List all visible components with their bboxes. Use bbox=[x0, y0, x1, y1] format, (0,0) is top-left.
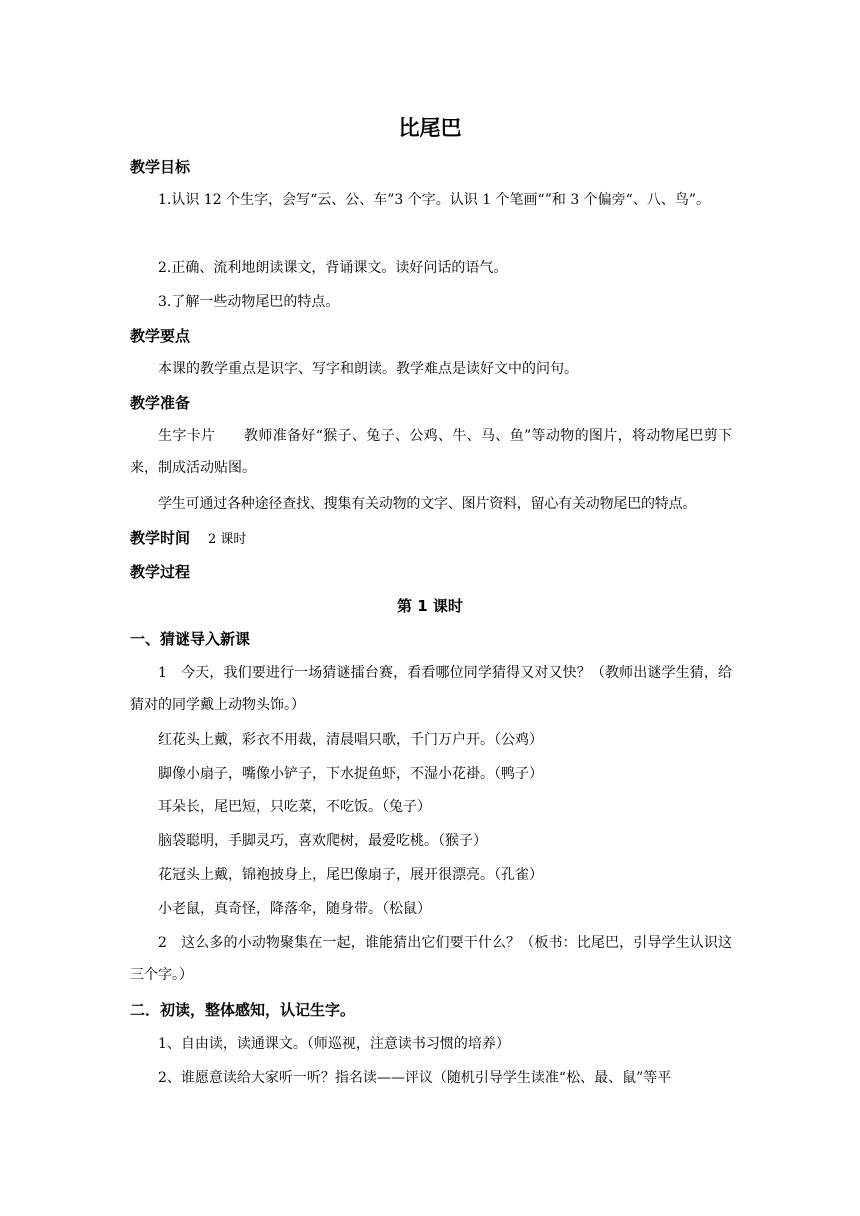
riddle-1: 红花头上戴，彩衣不用裁，清晨唱只歌，千门万户开。（公鸡） bbox=[158, 732, 543, 748]
section-2-item-2: 2、谁愿意读给大家听一听？指名读——评议（随机引导学生读准“松、最、鼠”等平 bbox=[158, 1070, 672, 1086]
prep-heading: 教学准备 bbox=[130, 394, 191, 412]
riddle-4: 脑袋聪明，手脚灵巧，喜欢爬树，最爱吃桃。（猴子） bbox=[158, 833, 487, 849]
time-heading bbox=[130, 527, 246, 551]
section-1-outro: 2 这么多的小动物聚集在一起，谁能猜出它们要干什么？（板书：比尾巴，引导学生认识这三个字。） bbox=[130, 935, 732, 983]
riddle-2: 脚像小扇子，嘴像小铲子，下水捉鱼虾，不湿小花褂。（鸭子） bbox=[158, 766, 543, 782]
goals-heading: 教学目标 bbox=[130, 158, 191, 176]
goal-item-2: 2.正确、流利地朗读课文，背诵课文。读好问话的语气。 bbox=[158, 260, 508, 276]
keypoints-text: 本课的教学重点是识字、写字和朗读。教学难点是读好文中的问句。 bbox=[158, 361, 578, 377]
prep-item-1: 生字卡片 教师准备好“猴子、兔子、公鸡、牛、马、鱼”等动物的图片，将动物尾巴剪下来，制成活动贴图。 bbox=[130, 428, 732, 476]
riddle-5: 花冠头上戴，锦袍披身上，尾巴像扇子，展开很漂亮。（孔雀） bbox=[158, 867, 543, 883]
keypoints-heading: 教学要点 bbox=[130, 327, 191, 345]
section-2-item-1: 1、自由读，读通课文。（师巡视，注意读书习惯的培养） bbox=[158, 1036, 510, 1052]
riddle-6: 小老鼠，真奇怪，降落伞，随身带。（松鼠） bbox=[158, 901, 431, 917]
time-heading-label: 教学时间 bbox=[130, 529, 191, 547]
section-1-intro: 1 今天，我们要进行一场猜谜擂台赛，看看哪位同学猜得又对又快？（教师出谜学生猜，给猜对的同学戴上动物头饰。） bbox=[130, 665, 732, 713]
process-heading: 教学过程 bbox=[130, 563, 191, 581]
time-value: 2 课时 bbox=[208, 532, 247, 547]
goal-item-3: 3.了解一些动物尾巴的特点。 bbox=[158, 294, 340, 310]
lesson-1-heading: 第 1 课时 bbox=[397, 597, 463, 615]
prep-item-2: 学生可通过各种途径查找、搜集有关动物的文字、图片资料，留心有关动物尾巴的特点。 bbox=[158, 496, 697, 512]
page-title: 比尾巴 bbox=[398, 116, 462, 140]
section-2-heading: 二．初读，整体感知，认记生字。 bbox=[130, 1001, 356, 1019]
riddle-3: 耳朵长，尾巴短，只吃菜，不吃饭。（兔子） bbox=[158, 799, 431, 815]
section-1-heading: 一、猜谜导入新课 bbox=[130, 630, 251, 648]
goal-item-1: 1.认识 12 个生字，会写“云、公、车”3 个字。认识 1 个笔画“”和 3 个偏旁“、八、鸟”。 bbox=[158, 192, 710, 208]
